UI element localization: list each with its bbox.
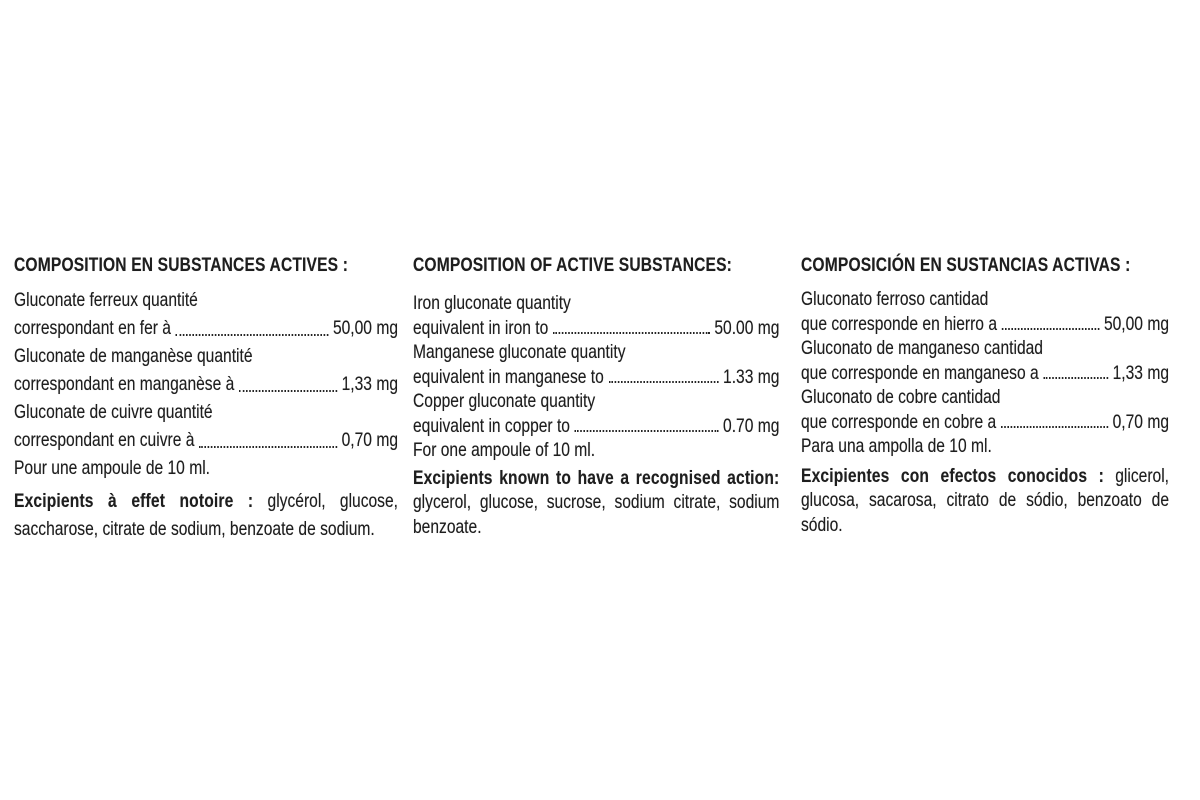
ingredient-label: correspondant en manganèse à — [14, 373, 235, 395]
ingredient-label: que corresponde en cobre a — [801, 410, 997, 433]
ingredient-row — [413, 316, 779, 341]
dotted-leader — [570, 414, 723, 439]
dotted-leader — [604, 365, 723, 390]
ampoule-line: Pour une ampoule de 10 ml. — [14, 457, 210, 479]
dotted-leader — [171, 314, 333, 342]
dotted-leader — [996, 410, 1112, 435]
section-heading-es: COMPOSICIÓN EN SUSTANCIAS ACTIVAS : — [801, 254, 1131, 276]
dotted-leader — [194, 426, 341, 454]
excipients-lead: Excipients à effet notoire : — [14, 490, 254, 512]
ingredient-name: Copper gluconate quantity — [413, 390, 596, 412]
ampoule-line: Para una ampolla de 10 ml. — [801, 435, 992, 457]
ingredient-name: Gluconate de manganèse quantité — [14, 345, 253, 367]
excipients-text: glycerol, glucose, sucrose, sodium citrate, sodium benzoate. — [413, 491, 780, 538]
ingredient-label: que corresponde en hierro a — [801, 312, 997, 335]
excipients-paragraph — [801, 464, 1169, 538]
excipients-text: glicerol, glucosa, sacarosa, citrato de sódio, benzoato de sódio. — [801, 464, 1169, 536]
column-spanish — [801, 253, 1169, 537]
ingredient-name: Gluconato de cobre cantidad — [801, 386, 1001, 408]
ingredient-value: 50,00 mg — [1103, 312, 1169, 335]
column-french — [14, 253, 398, 543]
excipients-lead: Excipientes con efectos conocidos : — [801, 464, 1104, 487]
excipients-lead: Excipients known to have a recognised action: — [413, 466, 780, 489]
ingredient-label: que corresponde en manganeso a — [801, 361, 1039, 384]
ingredient-name: Gluconate ferreux quantité — [14, 289, 198, 311]
ingredient-row — [413, 414, 779, 439]
excipients-paragraph — [413, 466, 779, 540]
ingredient-value: 0,70 mg — [341, 429, 398, 451]
ingredient-name: Gluconato ferroso cantidad — [801, 288, 989, 310]
ingredient-value: 50,00 mg — [332, 317, 398, 339]
ingredient-value: 0,70 mg — [1112, 410, 1169, 433]
ingredient-name: Iron gluconate quantity — [413, 292, 571, 314]
ingredient-value: 1,33 mg — [341, 373, 398, 395]
column-english — [413, 253, 779, 539]
excipients-paragraph — [14, 487, 398, 543]
ingredient-row — [801, 410, 1169, 435]
dotted-leader — [234, 370, 341, 398]
section-heading-en: COMPOSITION OF ACTIVE SUBSTANCES: — [413, 254, 733, 276]
dotted-leader — [1039, 361, 1113, 386]
ingredient-name: Gluconate de cuivre quantité — [14, 401, 213, 423]
ingredient-value: 0.70 mg — [723, 414, 780, 437]
ingredient-label: correspondant en fer à — [14, 317, 171, 339]
dotted-leader — [548, 316, 714, 341]
ingredient-row — [14, 314, 398, 342]
ingredient-name: Gluconato de manganeso cantidad — [801, 337, 1043, 359]
ingredient-value: 50.00 mg — [714, 316, 780, 339]
ingredient-label: equivalent in copper to — [413, 414, 570, 437]
ingredient-label: equivalent in iron to — [413, 316, 549, 339]
ingredient-label: correspondant en cuivre à — [14, 429, 195, 451]
dotted-leader — [997, 312, 1104, 337]
ingredient-row — [413, 365, 779, 390]
ingredient-name: Manganese gluconate quantity — [413, 341, 626, 363]
ingredient-row — [801, 312, 1169, 337]
section-heading-fr: COMPOSITION EN SUBSTANCES ACTIVES : — [14, 254, 349, 276]
ingredient-value: 1.33 mg — [723, 365, 780, 388]
ingredient-value: 1,33 mg — [1112, 361, 1169, 384]
ampoule-line: For one ampoule of 10 ml. — [413, 439, 596, 461]
ingredient-row — [801, 361, 1169, 386]
ingredient-label: equivalent in manganese to — [413, 365, 604, 388]
ingredient-row — [14, 426, 398, 454]
ingredient-row — [14, 370, 398, 398]
excipients-text: glycérol, glucose, saccharose, citrate de sodium, benzoate de sodium. — [14, 490, 398, 540]
